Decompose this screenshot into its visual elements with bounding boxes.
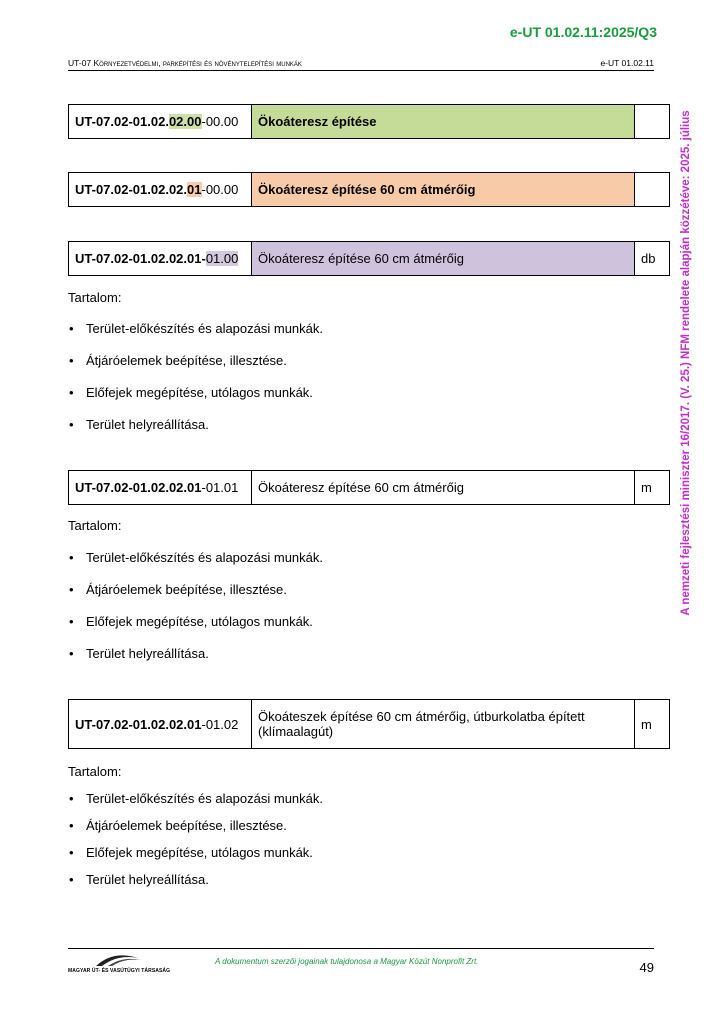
item-unit: db [635,242,670,276]
item-title: Ökoáteszek építése 60 cm átmérőig, útburkolatba épített (klímaalagút) [252,700,635,749]
item-title: Ökoáteresz építése 60 cm átmérőig [252,173,635,207]
content-list [68,321,323,449]
item-unit [635,105,670,139]
list-item: • Terület-előkészítés és alapozási munkák. [68,550,323,582]
list-item: • Terület-előkészítés és alapozási munkák. [68,791,323,818]
item-table-ecoculvert-60cm-m [68,470,670,505]
list-item: • Átjáróelemek beépítése, illesztése. [68,818,323,845]
document-code: e-UT 01.02.11:2025/Q3 [509,24,657,40]
publication-note-text: A nemzeti fejlesztési miniszter 16/2017. (V. 25.) NFM rendelete alapján közzétéve: 2025. július [680,110,692,616]
content-label: Tartalom: [68,290,122,305]
item-title: Ökoáteresz építése 60 cm átmérőig [252,471,635,505]
item-table-ecoculvert-60cm-db [68,241,670,276]
list-item: • Terület helyreállítása. [68,646,323,678]
item-table-ecoculvert-60cm [68,172,670,207]
content-label: Tartalom: [68,764,122,779]
list-item: • Átjáróelemek beépítése, illesztése. [68,582,323,614]
list-item: • Terület helyreállítása. [68,417,323,449]
item-title: Ökoáteresz építése 60 cm átmérőig [252,242,635,276]
header-chapter-title: UT-07 Környezetvédelmi, parképítési és növénytelepítési munkák [68,58,302,68]
society-logo [68,952,171,974]
item-code: UT-07.02-01.02.02.01-01.00 [69,242,252,276]
page-header [68,58,654,71]
list-item: • Terület helyreállítása. [68,872,323,899]
item-unit [635,173,670,207]
logo-swoosh-icon [68,952,168,968]
item-title: Ökoáteresz építése [252,105,635,139]
item-unit: m [635,471,670,505]
item-table-ecoculvert [68,104,670,139]
list-item: • Terület-előkészítés és alapozási munkák. [68,321,323,353]
content-list [68,550,323,678]
item-code: UT-07.02-01.02.02.01-01.01 [69,471,252,505]
item-code: UT-07.02-01.02.02.00-00.00 [69,105,252,139]
item-code: UT-07.02-01.02.02.01-00.00 [69,173,252,207]
list-item: • Előfejek megépítése, utólagos munkák. [68,614,323,646]
logo-text: MAGYAR ÚT- ÉS VASÚTÜGYI TÁRSASÁG [68,968,171,974]
footer-divider [68,948,654,949]
list-item: • Előfejek megépítése, utólagos munkák. [68,385,323,417]
publication-note [676,96,696,630]
page-number: 49 [639,960,654,975]
item-code: UT-07.02-01.02.02.01-01.02 [69,700,252,749]
content-label: Tartalom: [68,518,122,533]
list-item: • Átjáróelemek beépítése, illesztése. [68,353,323,385]
list-item: • Előfejek megépítése, utólagos munkák. [68,845,323,872]
copyright-notice: A dokumentum szerzői jogainak tulajdonosa a Magyar Közút Nonprofit Zrt. [215,957,479,966]
item-table-ecoculvert-climate-tunnel [68,699,670,749]
content-list [68,791,323,899]
header-doc-id: e-UT 01.02.11 [600,58,654,68]
item-unit: m [635,700,670,749]
